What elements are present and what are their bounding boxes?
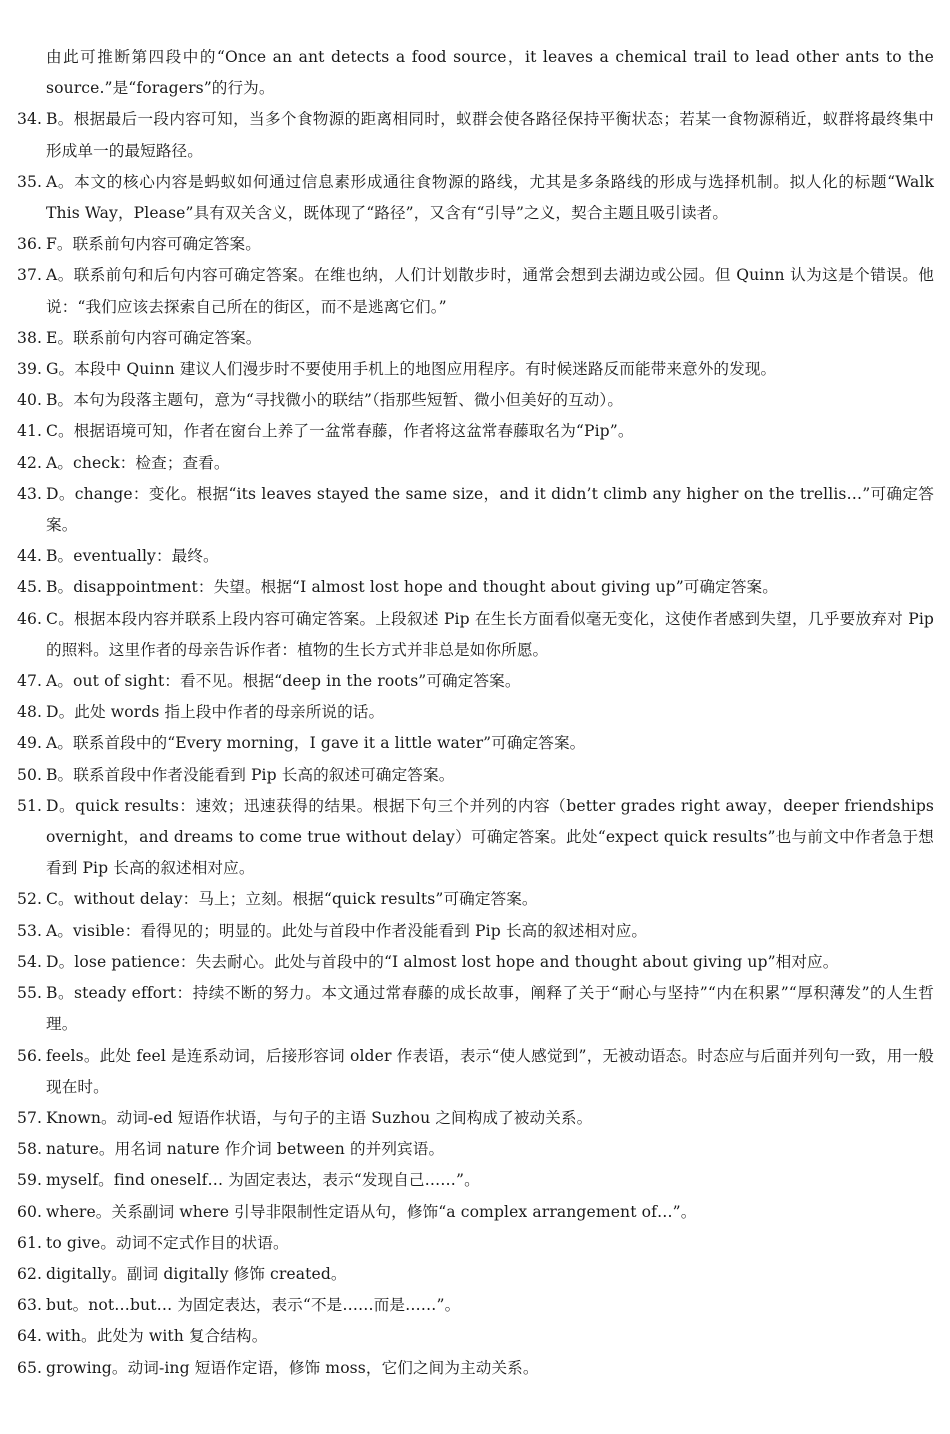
answer-number: 43. (17, 484, 43, 503)
answer-number: 40. (17, 391, 43, 410)
answer-explanation: G。本段中 Quinn 建议人们漫步时不要使用手机上的地图应用程序。有时候迷路反而能带来意外的发现。 (46, 360, 777, 379)
answer-number: 46. (17, 609, 43, 628)
answer-explanation: B。disappointment：失望。根据“I almost lost hope and thought about giving up”可确定答案。 (46, 578, 778, 597)
answer-item-61 (0, 1228, 950, 1259)
answer-number: 35. (17, 172, 43, 191)
answer-number: 50. (17, 765, 43, 784)
answer-explanation: A。联系首段中的“Every morning，I gave it a little water”可确定答案。 (46, 734, 586, 753)
answer-number: 62. (17, 1264, 43, 1283)
answer-explanation: feels。此处 feel 是连系动词，后接形容词 older 作表语，表示“使人感觉到”，无被动语态。时态应与后面并列句一致，用一般现在时。 (46, 1046, 934, 1096)
answer-number: 45. (17, 578, 43, 597)
answer-number: 47. (17, 672, 43, 691)
answer-number: 42. (17, 453, 43, 472)
answer-explanation: myself。find oneself… 为固定表达，表示“发现自己……”。 (46, 1171, 480, 1190)
answer-number: 52. (17, 890, 43, 909)
answer-explanation: D。change：变化。根据“its leaves stayed the same size，and it didn’t climb any higher on the trellis…”可确定答案。 (46, 484, 934, 535)
answer-item-44 (0, 541, 950, 572)
answer-explanation: B。联系首段中作者没能看到 Pip 长高的叙述可确定答案。 (46, 765, 455, 784)
answer-explanation: Known。动词-ed 短语作状语，与句子的主语 Suzhou 之间构成了被动关系。 (46, 1108, 593, 1127)
answer-item-52 (0, 884, 950, 915)
answer-number: 55. (17, 984, 43, 1003)
answer-item-55 (0, 978, 950, 1040)
answer-explanation: D。quick results：速效；迅速获得的结果。根据下句三个并列的内容（better grades right away，deeper friendships overnight，and dreams to come true without delay）可确定答案。此处“expect quick results”也与前文中作者急于想看到 Pip 长高的叙述相对应。 (46, 796, 934, 878)
answer-item-62 (0, 1259, 950, 1290)
answer-item-57 (0, 1103, 950, 1134)
answer-number: 41. (17, 422, 43, 441)
answer-item-41 (0, 416, 950, 447)
answer-explanation: A。联系前句和后句内容可确定答案。在维也纳，人们计划散步时，通常会想到去湖边或公园。但 Quinn 认为这是个错误。他说：“我们应该去探索自己所在的街区，而不是逃离它们。” (46, 266, 934, 316)
answer-item-34 (0, 104, 950, 166)
answer-item-50 (0, 760, 950, 791)
answer-item-58 (0, 1134, 950, 1165)
answer-explanation: but。not…but… 为固定表达，表示“不是……而是……”。 (46, 1296, 461, 1315)
answer-explanation: A。check：检查；查看。 (46, 453, 230, 472)
answer-item-36 (0, 229, 950, 260)
answer-explanation: C。without delay：马上；立刻。根据“quick results”可确定答案。 (46, 890, 538, 909)
answer-item-60 (0, 1197, 950, 1228)
answer-explanation: nature。用名词 nature 作介词 between 的并列宾语。 (46, 1140, 445, 1159)
answer-explanation: C。根据语境可知，作者在窗台上养了一盆常春藤，作者将这盆常春藤取名为“Pip”。 (46, 422, 634, 441)
answer-number: 54. (17, 952, 43, 971)
answer-item-65 (0, 1353, 950, 1384)
answer-explanation: D。lose patience：失去耐心。此处与首段中的“I almost lost hope and thought about giving up”相对应。 (46, 952, 839, 971)
answer-item-46 (0, 604, 950, 666)
answer-item-48 (0, 697, 950, 728)
answer-number: 49. (17, 734, 43, 753)
answer-number: 64. (17, 1327, 43, 1346)
answer-explanation: A。本文的核心内容是蚂蚁如何通过信息素形成通往食物源的路线，尤其是多条路线的形成与选择机制。拟人化的标题“Walk This Way，Please”具有双关含义，既体现了“路径”，又含有“引导”之义，契合主题且吸引读者。 (46, 172, 934, 223)
intro-text: 由此可推断第四段中的“Once an ant detects a food source，it leaves a chemical trail to lead other ants to the source.”是“foragers”的行为。 (46, 48, 934, 98)
answer-explanation: digitally。副词 digitally 修饰 created。 (46, 1264, 347, 1283)
answer-item-49 (0, 728, 950, 759)
answer-number: 63. (17, 1296, 43, 1315)
answer-number: 39. (17, 360, 43, 379)
answer-item-56 (0, 1041, 950, 1103)
answer-item-64 (0, 1321, 950, 1352)
answer-number: 57. (17, 1108, 43, 1127)
answer-item-42 (0, 448, 950, 479)
answer-number: 53. (17, 921, 43, 940)
answer-number: 61. (17, 1233, 43, 1252)
answer-number: 51. (17, 796, 43, 815)
answer-item-39 (0, 354, 950, 385)
answer-explanation: B。根据最后一段内容可知，当多个食物源的距离相同时，蚁群会使各路径保持平衡状态；若某一食物源稍近，蚁群将最终集中形成单一的最短路径。 (46, 110, 934, 160)
answer-explanation: C。根据本段内容并联系上段内容可确定答案。上段叙述 Pip 在生长方面看似毫无变化，这使作者感到失望，几乎要放弃对 Pip 的照料。这里作者的母亲告诉作者：植物的生长方式并非总是如你所愿。 (46, 609, 934, 659)
answer-item-45 (0, 572, 950, 603)
answer-number: 60. (17, 1202, 43, 1221)
answer-item-54 (0, 947, 950, 978)
answer-number: 56. (17, 1046, 43, 1065)
answer-number: 44. (17, 547, 43, 566)
answer-item-35 (0, 167, 950, 229)
answer-number: 48. (17, 703, 43, 722)
answer-number: 38. (17, 328, 43, 347)
answer-explanation: with。此处为 with 复合结构。 (46, 1327, 268, 1346)
answer-explanation: where。关系副词 where 引导非限制性定语从句，修饰“a complex arrangement of…”。 (46, 1202, 697, 1221)
answer-item-53 (0, 916, 950, 947)
answer-number: 37. (17, 266, 43, 285)
answer-number: 65. (17, 1358, 43, 1377)
answer-explanation: A。visible：看得见的；明显的。此处与首段中作者没能看到 Pip 长高的叙述相对应。 (46, 921, 648, 940)
answer-item-38 (0, 323, 950, 354)
answer-item-51 (0, 791, 950, 885)
answer-explanation: B。本句为段落主题句，意为“寻找微小的联结”（指那些短暂、微小但美好的互动）。 (46, 391, 624, 410)
answer-number: 58. (17, 1140, 43, 1159)
answer-explanation: B。eventually：最终。 (46, 547, 219, 566)
answer-number: 59. (17, 1171, 43, 1190)
answer-explanation: growing。动词-ing 短语作定语，修饰 moss，它们之间为主动关系。 (46, 1358, 539, 1377)
answer-number: 34. (17, 110, 43, 129)
answer-explanation: E。联系前句内容可确定答案。 (46, 328, 262, 347)
answer-item-43 (0, 479, 950, 541)
answer-item-63 (0, 1290, 950, 1321)
answer-explanation: F。联系前句内容可确定答案。 (46, 235, 261, 254)
answer-explanation: to give。动词不定式作目的状语。 (46, 1233, 289, 1252)
answer-item-40 (0, 385, 950, 416)
answer-item-47 (0, 666, 950, 697)
answer-number: 36. (17, 235, 43, 254)
answer-item-59 (0, 1165, 950, 1196)
answer-explanation: D。此处 words 指上段中作者的母亲所说的话。 (46, 703, 385, 722)
answer-explanation: B。steady effort：持续不断的努力。本文通过常春藤的成长故事，阐释了关于“耐心与坚持”“内在积累”“厚积薄发”的人生哲理。 (46, 984, 934, 1034)
intro-paragraph (0, 0, 950, 104)
answer-item-37 (0, 260, 950, 322)
answer-explanation: A。out of sight：看不见。根据“deep in the roots”可确定答案。 (46, 672, 521, 691)
